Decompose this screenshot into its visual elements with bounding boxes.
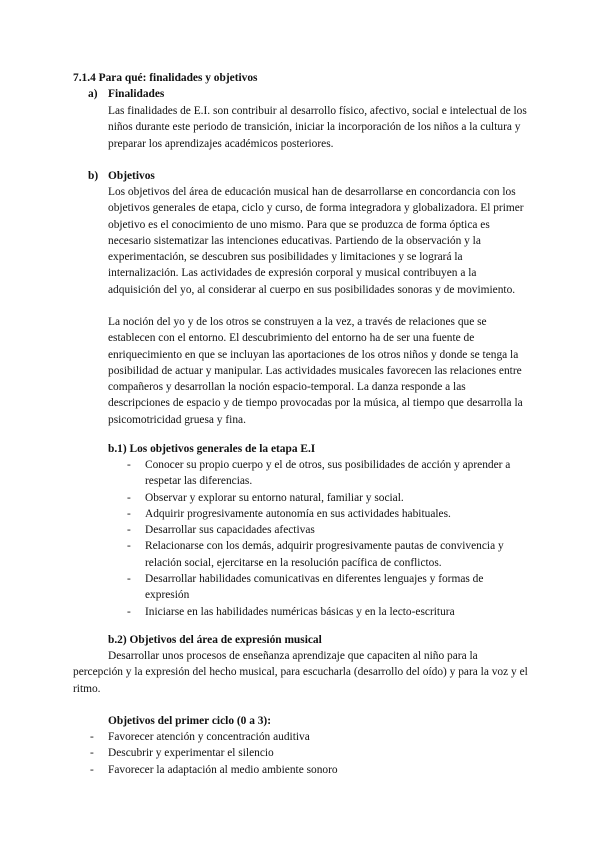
- list-item-text: Desarrollar habilidades comunicativas en diferentes lenguajes y formas de expresión: [145, 573, 484, 602]
- dash-bullet: -: [127, 573, 131, 586]
- dash-bullet: -: [127, 459, 131, 471]
- list-item-text: Conocer su propio cuerpo y el de otros, sus posibilidades de acción y aprender a respetar las diferencias.: [145, 459, 511, 488]
- dash-bullet: -: [127, 605, 131, 618]
- list-item: [90, 762, 528, 778]
- generales-list: [127, 457, 530, 620]
- dash-bullet: -: [127, 524, 131, 537]
- dash-bullet: -: [90, 731, 94, 743]
- objetivos-paragraph-2: La noción del yo y de los otros se construyen a la vez, a través de relaciones que se establecen con el entorno. El descubrimiento del entorno ha de ser una fuente de enriquecimiento en que se incluyan las aportaciones de los otros niños y donde se tenga la posibilidad de actuar y manipular. Las actividades musicales favorecen las relaciones entre compañeros y desarrollan la noción espacio-temporal. La danza responde a las descripciones de espacio y de tiempo provocadas por la música, al tiempo que desarrolla la psicomotricidad gruesa y fina.: [108, 316, 523, 426]
- list-item-text: Observar y explorar su entorno natural, familiar y social.: [145, 491, 404, 504]
- list-item: [127, 457, 530, 490]
- musical-title: b.2) Objetivos del área de expresión musical: [108, 634, 322, 646]
- dash-bullet: -: [90, 747, 94, 760]
- list-item-text: Iniciarse en las habilidades numéricas básicas y en la lecto-escritura: [145, 605, 455, 618]
- finalidades-paragraph: Las finalidades de E.I. son contribuir al desarrollo físico, afectivo, social e intelectual de los niños durante este periodo de transición, iniciar la incorporación de los niños a la cultura y preparar los aprendizajes académicos posteriores.: [108, 105, 527, 150]
- list-item: [127, 522, 530, 538]
- list-item: [127, 506, 530, 522]
- objetivos-marker: b): [88, 170, 99, 182]
- list-item-text: Favorecer la adaptación al medio ambiente sonoro: [108, 763, 338, 776]
- dash-bullet: -: [127, 507, 131, 520]
- musical-paragraph: Desarrollar unos procesos de enseñanza aprendizaje que capaciten al niño para la percepción y la expresión del hecho musical, para escucharla (desarrollo del oído) y para la voz y el ritmo.: [73, 650, 528, 695]
- list-item: [90, 729, 528, 745]
- list-item-text: Descubrir y experimentar el silencio: [108, 747, 274, 760]
- list-item-text: Favorecer atención y concentración auditiva: [108, 731, 310, 743]
- generales-title: b.1) Los objetivos generales de la etapa E.I: [108, 443, 316, 455]
- list-item: [90, 745, 528, 761]
- dash-bullet: -: [127, 491, 131, 504]
- list-item: [127, 538, 530, 571]
- dash-bullet: -: [90, 763, 94, 776]
- list-item-text: Desarrollar sus capacidades afectivas: [145, 524, 315, 537]
- list-item: [127, 490, 530, 506]
- list-item: [127, 604, 530, 620]
- objetivos-paragraph-1: Los objetivos del área de educación musical han de desarrollarse en concordancia con los objetivos generales de etapa, ciclo y curso, de forma integradora y globalizadora. El primer objetivo es el conocimiento de uno mismo. Para que se produzca de forma óptica es necesario sistematizar las intenciones educativas. Partiendo de la observación y la experimentación, se descubren sus posibilidades y limitaciones y se logrará la internalización. Las actividades de expresión corporal y musical contribuyen a la adquisición del yo, al considerar al cuerpo en sus posibilidades sonoras y de movimiento.: [108, 186, 524, 296]
- list-item: [127, 571, 530, 604]
- finalidades-title: Finalidades: [108, 88, 165, 100]
- list-item-text: Adquirir progresivamente autonomía en sus actividades habituales.: [145, 507, 451, 520]
- section-title: 7.1.4 Para qué: finalidades y objetivos: [73, 72, 258, 84]
- primer-ciclo-title: Objetivos del primer ciclo (0 a 3):: [108, 715, 272, 727]
- primer-ciclo-list: [90, 729, 528, 778]
- list-item-text: Relacionarse con los demás, adquirir progresivamente pautas de convivencia y relación social, ejercitarse en la resolución pacífica de conflictos.: [145, 540, 504, 569]
- dash-bullet: -: [127, 540, 131, 553]
- finalidades-marker: a): [88, 88, 98, 100]
- objetivos-title: Objetivos: [108, 170, 155, 182]
